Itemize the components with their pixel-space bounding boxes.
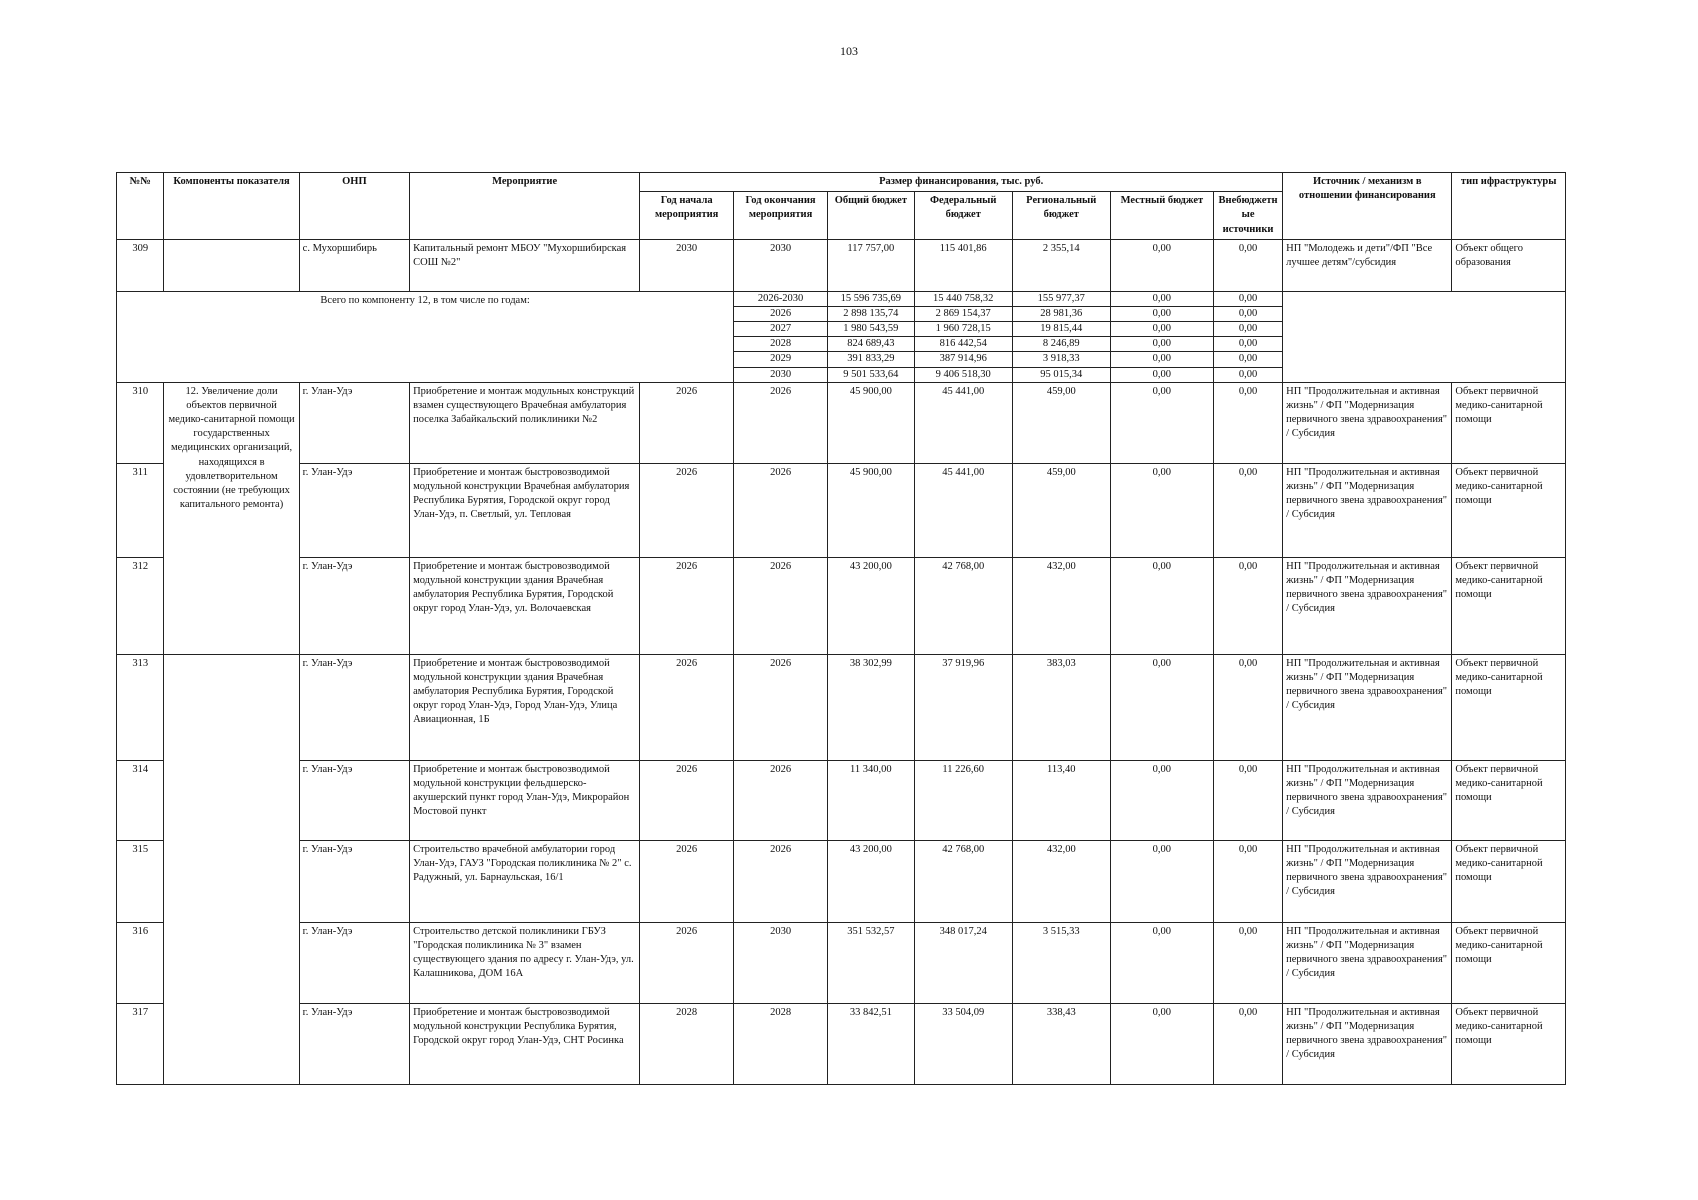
totals-regional: 95 015,34 <box>1012 367 1110 382</box>
totals-period: 2027 <box>734 322 828 337</box>
header-local: Местный бюджет <box>1110 192 1213 240</box>
row-infra: Объект первичной медико-санитарной помощи <box>1452 1003 1566 1084</box>
table-row-317 <box>117 1003 1566 1084</box>
component-12-label: 12. Увеличение доли объектов первичной медико-санитарной помощи государственных медицинских организаций, находящихся в удовлетворительном состоянии (не требующих капитального ремонта) <box>164 382 299 557</box>
row-federal: 348 017,24 <box>914 922 1012 1003</box>
header-total: Общий бюджет <box>828 192 915 240</box>
row-infra: Объект первичной медико-санитарной помощи <box>1452 840 1566 922</box>
row-end: 2026 <box>734 557 828 654</box>
row-num: 309 <box>117 239 164 291</box>
row-start: 2026 <box>640 922 734 1003</box>
row-num: 317 <box>117 1003 164 1084</box>
row-source: НП "Продолжительная и активная жизнь" / ФП "Модернизация первичного звена здравоохранения" / Субсидия <box>1283 463 1452 557</box>
row-onp: г. Улан-Удэ <box>299 922 409 1003</box>
totals-federal: 387 914,96 <box>914 352 1012 367</box>
row-source: НП "Продолжительная и активная жизнь" / ФП "Модернизация первичного звена здравоохранения" / Субсидия <box>1283 922 1452 1003</box>
row-start: 2026 <box>640 382 734 463</box>
row-extra: 0,00 <box>1213 382 1282 463</box>
row-component <box>164 1003 299 1084</box>
row-source: НП "Продолжительная и активная жизнь" / ФП "Модернизация первичного звена здравоохранения" / Субсидия <box>1283 654 1452 760</box>
row-extra: 0,00 <box>1213 557 1282 654</box>
row-start: 2026 <box>640 840 734 922</box>
row-total: 11 340,00 <box>828 760 915 840</box>
row-federal: 45 441,00 <box>914 463 1012 557</box>
row-component <box>164 654 299 760</box>
row-event: Приобретение и монтаж быстровозводимой модульной конструкции Врачебная амбулатория Республика Бурятия, Городской округ город Улан-Удэ, п. Светлый, ул. Тепловая <box>410 463 640 557</box>
row-source: НП "Продолжительная и активная жизнь" / ФП "Модернизация первичного звена здравоохранения" / Субсидия <box>1283 557 1452 654</box>
row-onp: г. Улан-Удэ <box>299 382 409 463</box>
row-local: 0,00 <box>1110 760 1213 840</box>
totals-extra: 0,00 <box>1213 337 1282 352</box>
totals-federal: 2 869 154,37 <box>914 306 1012 321</box>
row-total: 45 900,00 <box>828 463 915 557</box>
totals-row <box>117 291 1566 306</box>
row-federal: 42 768,00 <box>914 557 1012 654</box>
row-local: 0,00 <box>1110 382 1213 463</box>
row-end: 2026 <box>734 463 828 557</box>
row-federal: 11 226,60 <box>914 760 1012 840</box>
row-source: НП "Молодежь и дети"/ФП "Все лучшее детям"/субсидия <box>1283 239 1452 291</box>
row-federal: 115 401,86 <box>914 239 1012 291</box>
totals-total: 9 501 533,64 <box>828 367 915 382</box>
page-number: 103 <box>840 44 858 58</box>
row-regional: 2 355,14 <box>1012 239 1110 291</box>
totals-extra: 0,00 <box>1213 322 1282 337</box>
row-infra: Объект первичной медико-санитарной помощи <box>1452 557 1566 654</box>
row-end: 2030 <box>734 239 828 291</box>
row-start: 2030 <box>640 239 734 291</box>
row-onp: г. Улан-Удэ <box>299 463 409 557</box>
row-end: 2026 <box>734 654 828 760</box>
row-onp: г. Улан-Удэ <box>299 840 409 922</box>
row-infra: Объект первичной медико-санитарной помощи <box>1452 760 1566 840</box>
totals-local: 0,00 <box>1110 306 1213 321</box>
row-extra: 0,00 <box>1213 840 1282 922</box>
row-num: 315 <box>117 840 164 922</box>
header-num: №№ <box>117 173 164 240</box>
row-onp: с. Мухоршибирь <box>299 239 409 291</box>
row-regional: 432,00 <box>1012 840 1110 922</box>
totals-local: 0,00 <box>1110 291 1213 306</box>
row-infra: Объект первичной медико-санитарной помощи <box>1452 463 1566 557</box>
header-row-1 <box>117 173 1566 192</box>
totals-total: 391 833,29 <box>828 352 915 367</box>
row-num: 310 <box>117 382 164 463</box>
table-row-314 <box>117 760 1566 840</box>
totals-federal: 15 440 758,32 <box>914 291 1012 306</box>
row-local: 0,00 <box>1110 840 1213 922</box>
row-local: 0,00 <box>1110 1003 1213 1084</box>
table-row-313 <box>117 654 1566 760</box>
row-start: 2026 <box>640 654 734 760</box>
row-start: 2026 <box>640 463 734 557</box>
totals-total: 15 596 735,69 <box>828 291 915 306</box>
row-infra: Объект первичной медико-санитарной помощи <box>1452 654 1566 760</box>
totals-federal: 816 442,54 <box>914 337 1012 352</box>
table-row-315 <box>117 840 1566 922</box>
row-regional: 383,03 <box>1012 654 1110 760</box>
row-extra: 0,00 <box>1213 922 1282 1003</box>
totals-total: 824 689,43 <box>828 337 915 352</box>
row-end: 2026 <box>734 382 828 463</box>
row-local: 0,00 <box>1110 557 1213 654</box>
row-local: 0,00 <box>1110 654 1213 760</box>
header-source: Источник / механизм в отношении финансирования <box>1283 173 1452 240</box>
row-regional: 338,43 <box>1012 1003 1110 1084</box>
row-infra: Объект первичной медико-санитарной помощи <box>1452 922 1566 1003</box>
row-end: 2028 <box>734 1003 828 1084</box>
row-regional: 113,40 <box>1012 760 1110 840</box>
row-total: 43 200,00 <box>828 557 915 654</box>
totals-period: 2029 <box>734 352 828 367</box>
row-federal: 42 768,00 <box>914 840 1012 922</box>
row-total: 43 200,00 <box>828 840 915 922</box>
header-onp: ОНП <box>299 173 409 240</box>
row-total: 38 302,99 <box>828 654 915 760</box>
totals-local: 0,00 <box>1110 352 1213 367</box>
row-start: 2028 <box>640 1003 734 1084</box>
row-event: Приобретение и монтаж быстровозводимой модульной конструкции фельдшерско-акушерский пункт город Улан-Удэ, Микрорайон Мостовой пункт <box>410 760 640 840</box>
table-row-309 <box>117 239 1566 291</box>
row-component <box>164 840 299 922</box>
header-regional: Региональный бюджет <box>1012 192 1110 240</box>
totals-extra: 0,00 <box>1213 367 1282 382</box>
row-local: 0,00 <box>1110 239 1213 291</box>
table-row-316 <box>117 922 1566 1003</box>
totals-regional: 3 918,33 <box>1012 352 1110 367</box>
row-onp: г. Улан-Удэ <box>299 654 409 760</box>
totals-blank <box>1283 291 1566 382</box>
totals-extra: 0,00 <box>1213 352 1282 367</box>
row-source: НП "Продолжительная и активная жизнь" / ФП "Модернизация первичного звена здравоохранения" / Субсидия <box>1283 840 1452 922</box>
row-component <box>164 239 299 291</box>
row-event: Капитальный ремонт МБОУ "Мухоршибирская СОШ №2" <box>410 239 640 291</box>
row-event: Приобретение и монтаж быстровозводимой модульной конструкции Республика Бурятия, Городской округ город Улан-Удэ, СНТ Росинка <box>410 1003 640 1084</box>
row-num: 316 <box>117 922 164 1003</box>
totals-period: 2030 <box>734 367 828 382</box>
row-component <box>164 922 299 1003</box>
row-infra: Объект общего образования <box>1452 239 1566 291</box>
row-extra: 0,00 <box>1213 760 1282 840</box>
totals-period: 2028 <box>734 337 828 352</box>
row-total: 117 757,00 <box>828 239 915 291</box>
row-source: НП "Продолжительная и активная жизнь" / ФП "Модернизация первичного звена здравоохранения" / Субсидия <box>1283 760 1452 840</box>
row-component <box>164 760 299 840</box>
row-start: 2026 <box>640 557 734 654</box>
totals-regional: 19 815,44 <box>1012 322 1110 337</box>
row-federal: 37 919,96 <box>914 654 1012 760</box>
row-num: 314 <box>117 760 164 840</box>
row-extra: 0,00 <box>1213 1003 1282 1084</box>
totals-extra: 0,00 <box>1213 291 1282 306</box>
header-start: Год начала мероприятия <box>640 192 734 240</box>
header-component: Компоненты показателя <box>164 173 299 240</box>
header-financing: Размер финансирования, тыс. руб. <box>640 173 1283 192</box>
table-row-312 <box>117 557 1566 654</box>
row-start: 2026 <box>640 760 734 840</box>
row-federal: 33 504,09 <box>914 1003 1012 1084</box>
row-extra: 0,00 <box>1213 463 1282 557</box>
row-end: 2030 <box>734 922 828 1003</box>
totals-period: 2026 <box>734 306 828 321</box>
header-infra: тип ифраструктуры <box>1452 173 1566 240</box>
totals-local: 0,00 <box>1110 337 1213 352</box>
row-extra: 0,00 <box>1213 654 1282 760</box>
table-row-310 <box>117 382 1566 463</box>
row-infra: Объект первичной медико-санитарной помощи <box>1452 382 1566 463</box>
row-source: НП "Продолжительная и активная жизнь" / ФП "Модернизация первичного звена здравоохранения" / Субсидия <box>1283 1003 1452 1084</box>
row-end: 2026 <box>734 840 828 922</box>
row-onp: г. Улан-Удэ <box>299 557 409 654</box>
row-extra: 0,00 <box>1213 239 1282 291</box>
totals-label: Всего по компоненту 12, в том числе по годам: <box>117 291 734 382</box>
row-total: 351 532,57 <box>828 922 915 1003</box>
totals-federal: 1 960 728,15 <box>914 322 1012 337</box>
row-regional: 3 515,33 <box>1012 922 1110 1003</box>
header-end: Год окончания мероприятия <box>734 192 828 240</box>
totals-local: 0,00 <box>1110 322 1213 337</box>
totals-regional: 28 981,36 <box>1012 306 1110 321</box>
row-end: 2026 <box>734 760 828 840</box>
row-local: 0,00 <box>1110 922 1213 1003</box>
totals-extra: 0,00 <box>1213 306 1282 321</box>
row-num: 311 <box>117 463 164 557</box>
row-num: 312 <box>117 557 164 654</box>
totals-federal: 9 406 518,30 <box>914 367 1012 382</box>
row-num: 313 <box>117 654 164 760</box>
row-onp: г. Улан-Удэ <box>299 760 409 840</box>
header-event: Мероприятие <box>410 173 640 240</box>
row-onp: г. Улан-Удэ <box>299 1003 409 1084</box>
totals-total: 2 898 135,74 <box>828 306 915 321</box>
row-total: 45 900,00 <box>828 382 915 463</box>
header-extra: Внебюджетные источники <box>1213 192 1282 240</box>
row-event: Строительство детской поликлиники ГБУЗ "Городская поликлиника № 3" взамен существующего здания по адресу г. Улан-Удэ, ул. Калашникова, ДОМ 16А <box>410 922 640 1003</box>
row-regional: 459,00 <box>1012 382 1110 463</box>
row-component <box>164 557 299 654</box>
totals-regional: 155 977,37 <box>1012 291 1110 306</box>
row-source: НП "Продолжительная и активная жизнь" / ФП "Модернизация первичного звена здравоохранения" / Субсидия <box>1283 382 1452 463</box>
row-event: Приобретение и монтаж быстровозводимой модульной конструкции здания Врачебная амбулатория Республика Бурятия, Городской округ город Улан-Удэ, Город Улан-Удэ, Улица Авиационная, 1Б <box>410 654 640 760</box>
row-regional: 459,00 <box>1012 463 1110 557</box>
totals-total: 1 980 543,59 <box>828 322 915 337</box>
row-federal: 45 441,00 <box>914 382 1012 463</box>
table-row-311 <box>117 463 1566 557</box>
totals-period: 2026-2030 <box>734 291 828 306</box>
header-federal: Федеральный бюджет <box>914 192 1012 240</box>
row-event: Приобретение и монтаж модульных конструкций взамен существующего Врачебная амбулатория поселка Забайкальский поликлиники №2 <box>410 382 640 463</box>
financing-table <box>116 172 1566 1085</box>
row-total: 33 842,51 <box>828 1003 915 1084</box>
row-event: Строительство врачебной амбулатории город Улан-Удэ, ГАУЗ "Городская поликлиника № 2" с. Радужный, ул. Барнаульская, 16/1 <box>410 840 640 922</box>
totals-local: 0,00 <box>1110 367 1213 382</box>
totals-regional: 8 246,89 <box>1012 337 1110 352</box>
row-event: Приобретение и монтаж быстровозводимой модульной конструкции здания Врачебная амбулатория Республика Бурятия, Городской округ город Улан-Удэ, ул. Волочаевская <box>410 557 640 654</box>
row-local: 0,00 <box>1110 463 1213 557</box>
row-regional: 432,00 <box>1012 557 1110 654</box>
